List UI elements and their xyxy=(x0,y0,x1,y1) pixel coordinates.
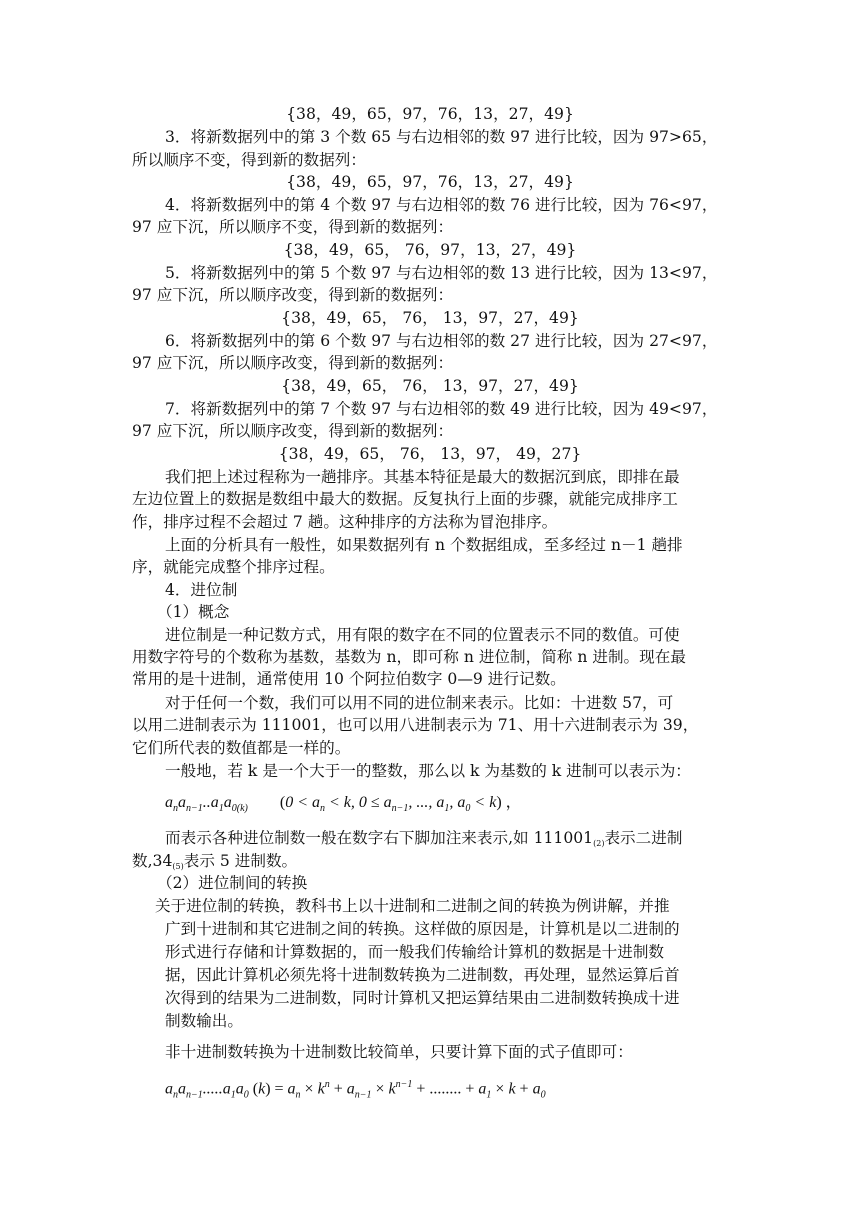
text-line: 97 应下沉，所以顺序改变，得到新的数据列： xyxy=(132,422,454,440)
paragraph-line: 它们所代表的数值都是一样的。 xyxy=(132,739,351,757)
paragraph-line: 次得到的结果为二进制数，同时计算机又把运算结果由二进制数转换成十进 xyxy=(165,989,680,1007)
text-line: 3．将新数据列中的第 3 个数 65 与右边相邻的数 97 进行比较，因为 97>65， xyxy=(165,128,718,146)
paragraph-line: 作，排序过程不会超过 7 趟。这种排序的方法称为冒泡排序。 xyxy=(132,513,558,531)
paragraph-line: 序，就能完成整个排序过程。 xyxy=(132,558,335,576)
paragraph-line: 关于进位制的转换，教科书上以十进制和二进制之间的转换为例讲解，并推 xyxy=(155,897,670,915)
section-heading: 4．进位制 xyxy=(165,581,238,599)
paragraph-line: 数,34(5)表示 5 进制数。 xyxy=(132,852,298,871)
data-sequence-6: {38，49，65， 76， 13，97， 49，27} xyxy=(278,445,582,463)
data-sequence-4: {38，49，65， 76， 13，97，27，49} xyxy=(281,309,579,327)
paragraph-line: 据，因此计算机必须先将十进制数转换为二进制数，再处理，显然运算后首 xyxy=(165,966,680,984)
data-sequence-2: {38，49，65，97，76，13，27，49} xyxy=(286,173,574,191)
paragraph-line: 常用的是十进制，通常使用 10 个阿拉伯数字 0—9 进行记数。 xyxy=(132,670,566,688)
paragraph-line: 进位制是一种记数方式，用有限的数字在不同的位置表示不同的数值。可使 xyxy=(165,626,680,644)
paragraph-line: 形式进行存储和计算数据的，而一般我们传输给计算机的数据是十进制数 xyxy=(165,943,665,961)
text-line: 97 应下沉，所以顺序改变，得到新的数据列： xyxy=(132,286,454,304)
text-line: 7．将新数据列中的第 7 个数 97 与右边相邻的数 49 进行比较，因为 49<97， xyxy=(165,400,718,418)
data-sequence-5: {38，49，65， 76， 13，97，27，49} xyxy=(281,377,579,395)
paragraph-line: 对于任何一个数，我们可以用不同的进位制来表示。比如：十进数 57，可 xyxy=(165,694,674,712)
text-line: 所以顺序不变，得到新的数据列： xyxy=(132,151,366,169)
text-line: 97 应下沉，所以顺序不变，得到新的数据列： xyxy=(132,218,454,236)
text-line: 4．将新数据列中的第 4 个数 97 与右边相邻的数 76 进行比较，因为 76<97， xyxy=(165,196,718,214)
paragraph-line: 制数输出。 xyxy=(165,1012,243,1030)
paragraph-line: 一般地，若 k 是一个大于一的整数，那么以 k 为基数的 k 进制可以表示为： xyxy=(165,762,691,780)
text-line: 6．将新数据列中的第 6 个数 97 与右边相邻的数 27 进行比较，因为 27<97， xyxy=(165,332,718,350)
formula-base-k-notation: $a_na_{n-1}..a_1a_{0(k)}$ ($0 < a_n < k$, $0 \le a_{n-1}$, ..., $a_1$, $a_0 < k$) ， xyxy=(165,794,522,815)
data-sequence-1: {38，49，65，97，76，13，27，49} xyxy=(286,105,574,123)
text-line: 5．将新数据列中的第 5 个数 97 与右边相邻的数 13 进行比较，因为 13<97， xyxy=(165,264,718,282)
paragraph-line: 我们把上述过程称为一趟排序。其基本特征是最大的数据沉到底，即排在最 xyxy=(165,468,680,486)
subsection-heading: （1）概念 xyxy=(157,603,230,621)
paragraph-line: 左边位置上的数据是数组中最大的数据。反复执行上面的步骤，就能完成排序工 xyxy=(132,490,678,508)
paragraph-line: 广到十进制和其它进制之间的转换。这样做的原因是，计算机是以二进制的 xyxy=(165,920,680,938)
paragraph-line: 上面的分析具有一般性，如果数据列有 n 个数据组成，至多经过 n－1 趟排 xyxy=(165,536,683,554)
formula-conversion-to-decimal: $a_na_{n-1}.....a_1a_0$ $(k) = a_n \times k^n + a_{n-1} \times k^{n-1}$ + ........ + $a_1 \times k + a_0$ xyxy=(165,1079,546,1101)
paragraph-line: 用数字符号的个数称为基数，基数为 n，即可称 n 进位制，简称 n 进制。现在最 xyxy=(132,648,686,666)
subsection-heading: （2）进位制间的转换 xyxy=(157,874,308,892)
paragraph-line: 而表示各种进位制数一般在数字右下脚加注来表示,如 111001(2)表示二进制 xyxy=(165,829,683,848)
paragraph-line: 以用二进制表示为 111001，也可以用八进制表示为 71、用十六进制表示为 39， xyxy=(132,716,699,734)
text-line: 97 应下沉，所以顺序改变，得到新的数据列： xyxy=(132,354,454,372)
paragraph-line: 非十进制数转换为十进制数比较简单，只要计算下面的式子值即可： xyxy=(165,1043,633,1061)
data-sequence-3: {38，49，65， 76，97，13，27，49} xyxy=(283,241,577,259)
